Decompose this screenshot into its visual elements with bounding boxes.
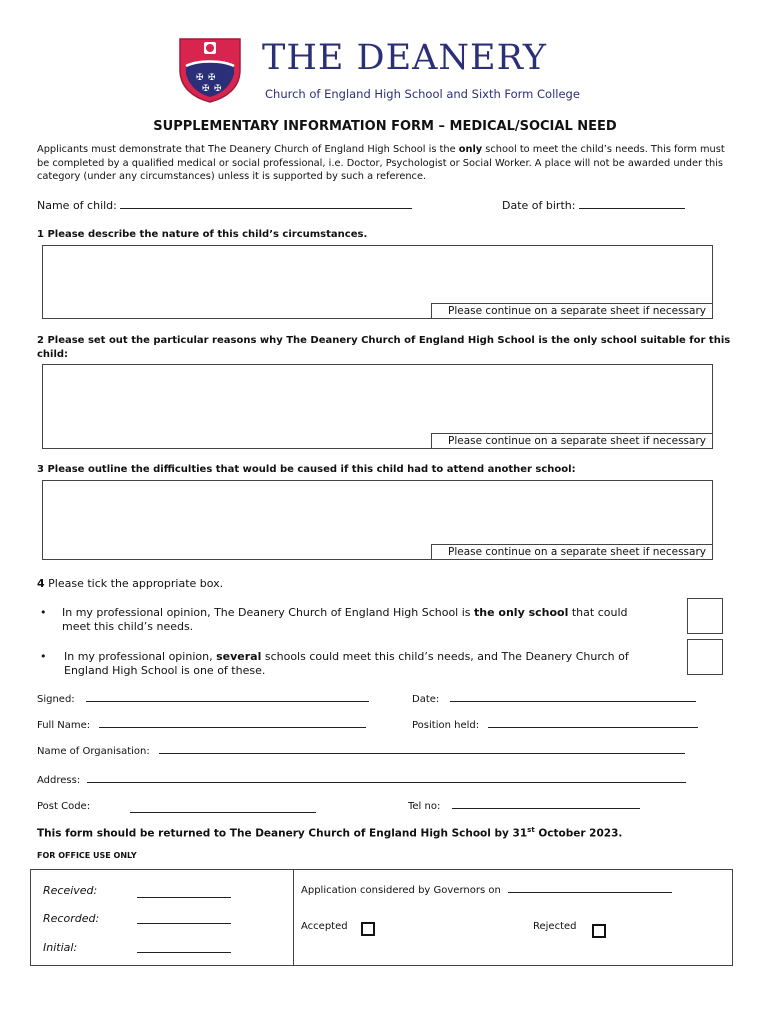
full-name-label: Full Name: [37,720,91,731]
accepted-label: Accepted [301,921,348,932]
governors-date-field[interactable] [508,892,672,893]
tel-label: Tel no: [408,801,441,812]
question-4-text: Please tick the appropriate box. [44,577,224,590]
position-row [412,720,698,731]
address-label: Address: [37,775,81,786]
answer-box-1[interactable] [42,245,713,319]
svg-text:✠: ✠ [214,84,222,94]
rejected-label: Rejected [533,921,577,932]
accepted-checkbox[interactable] [361,922,375,936]
option-1-text [62,606,652,634]
tel-row [408,801,640,812]
continue-note-1: Please continue on a separate sheet if necessary [431,303,713,319]
intro-emphasis: only [458,144,483,155]
return-deadline-notice [37,826,622,840]
option-2-text-end: schools could meet this child’s needs, and The Deanery Church of England High School is one of these. [64,650,629,677]
recorded-label: Recorded: [43,912,100,925]
date-label: Date: [412,694,440,705]
postcode-field[interactable] [130,812,316,813]
organisation-field[interactable] [159,753,685,754]
name-of-child-label: Name of child: [37,199,117,212]
rejected-checkbox[interactable] [592,924,606,938]
intro-text-start: Applicants must demonstrate that The Deanery Church of England High School is the [37,144,459,155]
full-name-field[interactable] [99,727,366,728]
answer-box-2[interactable] [42,364,713,449]
date-of-birth-row [502,199,685,212]
initial-label: Initial: [43,941,78,954]
option-2-text [64,650,654,678]
office-use-heading: FOR OFFICE USE ONLY [37,851,137,860]
return-date-suffix: st [527,826,535,834]
date-of-birth-field[interactable] [579,208,685,209]
option-1-text-end: that could meet this child’s needs. [62,606,628,633]
date-row [412,694,696,705]
school-name: THE DEANERY [262,38,547,78]
office-box-divider [293,870,294,965]
option-2-text-start: In my professional opinion, [64,650,217,663]
option-1-text-start: In my professional opinion, The Deanery Church of England High School is [62,606,475,619]
date-of-birth-label: Date of birth: [502,199,576,212]
name-of-child-row [37,199,412,212]
initial-field[interactable] [137,952,231,953]
governors-row [301,885,672,896]
signed-field[interactable] [86,701,369,702]
position-field[interactable] [488,727,698,728]
question-2: 2 Please set out the particular reasons why The Deanery Church of England High School is the only school suitable for this child: [37,335,731,360]
received-label: Received: [43,884,98,897]
continue-note-3: Please continue on a separate sheet if necessary [431,544,713,560]
address-row [37,775,686,786]
address-field[interactable] [87,782,686,783]
continue-note-2: Please continue on a separate sheet if necessary [431,433,713,449]
svg-text:✠: ✠ [208,73,216,83]
bullet-2: • [40,650,47,663]
question-4 [37,577,223,591]
recorded-field[interactable] [137,923,231,924]
name-of-child-field[interactable] [120,208,412,209]
office-use-box [30,869,733,966]
option-2-checkbox[interactable] [687,639,723,675]
tel-field[interactable] [452,808,640,809]
answer-box-3[interactable] [42,480,713,560]
date-field[interactable] [450,701,696,702]
intro-text-end: school to meet the child’s needs. This form must be completed by a qualified medical or social professional, i.e. Doctor, Psychologist or Social Worker. A place will not be awarded under this category (under any circumstances) unless it is supported by such a reference. [37,144,725,182]
svg-text:✠: ✠ [202,84,210,94]
return-text-end: October 2023. [534,827,623,840]
organisation-row [37,746,685,757]
return-text-start: This form should be returned to The Deanery Church of England High School by 31 [37,827,528,840]
position-label: Position held: [412,720,480,731]
received-field[interactable] [137,897,231,898]
question-3: 3 Please outline the difficulties that would be caused if this child had to attend another school: [37,464,576,475]
intro-paragraph [37,143,737,184]
option-2-emphasis: several [216,650,262,663]
signed-label: Signed: [37,694,75,705]
svg-text:✠: ✠ [196,73,204,83]
option-1-emphasis: the only school [474,606,569,619]
bullet-1: • [40,606,47,619]
question-4-number: 4 [37,577,45,590]
form-title: SUPPLEMENTARY INFORMATION FORM – MEDICAL/SOCIAL NEED [153,119,617,134]
option-1-checkbox[interactable] [687,598,723,634]
signed-row [37,694,369,705]
full-name-row [37,720,366,731]
postcode-label: Post Code: [37,801,91,812]
school-crest-logo [176,36,244,104]
school-subtitle: Church of England High School and Sixth Form College [265,87,580,101]
governors-label: Application considered by Governors on [301,885,501,896]
question-1: 1 Please describe the nature of this child’s circumstances. [37,229,368,240]
organisation-label: Name of Organisation: [37,746,150,757]
